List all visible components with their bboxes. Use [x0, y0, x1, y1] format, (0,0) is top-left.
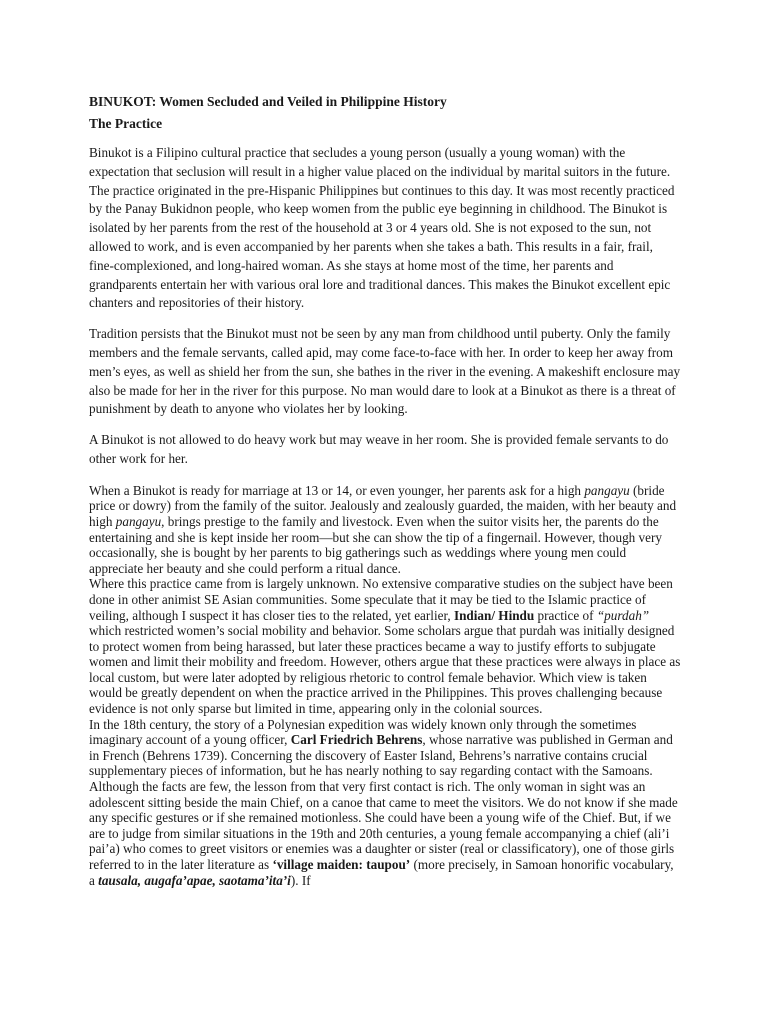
- text-run: Where this practice came from is largely unknown. No extensive comparative studies on the subject have been done in other animist SE Asian communities. Some speculate that it may be tied to the Islamic practice of veiling, although I suspect it has closer ties to the related, yet earlier,: [89, 576, 673, 623]
- italic-term: pangayu: [115, 513, 162, 529]
- paragraph-4: [89, 483, 681, 577]
- text-run: practice of: [534, 607, 597, 623]
- text-run: , whose narrative was published in German and in French (Behrens 1739). Concerning the discovery of Easter Island, Behrens’s narrative contains crucial supplementary pieces of information, but he has nearly nothing to say regarding contact with the Samoans. Although the facts are few, the lesson from that very first contact is rich. The only woman in sight was an adolescent sitting beside the main Chief, on a canoe that came to meet the visitors. We do not know if she made any specific gestures or if she remained motionless. She could have been a young wife of the Chief. But, if we are to judge from similar situations in the 19th and 20th centuries, a young female accompanying a chief (ali’i pai’a) who comes to greet visitors or enemies was a daughter or sister (real or classificatory), one of those girls referred to in the later literature as: [89, 732, 678, 872]
- italic-term: pangayu: [584, 482, 630, 498]
- text-run: In the 18th century, the story of a Polynesian expedition was widely known only through the sometimes imaginary account of a young officer,: [89, 716, 637, 748]
- paragraph-3: A Binukot is not allowed to do heavy work but may weave in her room. She is provided female servants to do other work for her.: [89, 432, 669, 466]
- text-run: which restricted women’s social mobility and behavior. Some scholars argue that purdah was initially designed to protect women from being harassed, but later these practices became a way to justify efforts to subjugate women and limit their mobility and freedom. However, others argue that these practices were always in place as local custom, but were later adopted by religious rhetoric to control female behavior. Which view is taken would be greatly dependent on when the practice arrived in the Philippines. This proves challenging because evidence is not only sparse but limited in time, appearing only in the colonial sources.: [89, 623, 681, 717]
- bold-name: Carl Friedrich Behrens: [290, 732, 423, 748]
- text-run: When a Binukot is ready for marriage at 13 or 14, or even younger, her parents ask for a high: [89, 482, 585, 498]
- bold-italic-terms: [98, 873, 291, 888]
- bold-term: Indian/ Hindu: [453, 607, 535, 623]
- paragraph-5: [89, 576, 681, 716]
- text-run: ). If: [290, 872, 311, 888]
- bold-italic-text: tausala, augafa’apae, saotama’ita’i: [98, 872, 291, 888]
- text-run: (bride price or dowry) from the family of the suitor. Jealously and zealously guarded, the maiden, with her beauty and high: [89, 482, 677, 529]
- text-run: , brings prestige to the family and livestock. Even when the suitor visits her, the parents do the entertaining and she is kept inside her room—but she can show the tip of a fingernail. However, though very occasionally, she is bought by her parents to big gatherings such as weddings where young men could appreciate her beauty and she could perform a ritual dance.: [89, 513, 662, 576]
- paragraph-2: Tradition persists that the Binukot must not be seen by any man from childhood until puberty. Only the family members and the female servants, called apid, may come face-to-face with her. In order to keep her away from men’s eyes, as well as shield her from the sun, she bathes in the river in the evening. A makeshift enclosure may also be made for her in the river for this purpose. No man would dare to look at a Binukot as there is a threat of punishment by death to anyone who violates her by looking.: [89, 326, 681, 417]
- text-run: (more precisely, in Samoan honorific vocabulary, a: [89, 857, 674, 888]
- bold-term: ‘village maiden: taupou’: [272, 857, 411, 872]
- dense-text-block: [89, 483, 681, 888]
- document-page: [89, 92, 681, 888]
- paragraph-6: [89, 717, 681, 889]
- section-heading: The Practice: [89, 116, 163, 131]
- paragraph-1: Binukot is a Filipino cultural practice that secludes a young person (usually a young woman) with the expectation that seclusion will result in a higher value placed on the individual by marital suitors in the future. The practice originated in the pre-Hispanic Philippines but continues to this day. It was most recently practiced by the Panay Bukidnon people, who keep women from the public eye beginning in childhood. The Binukot is isolated by her parents from the rest of the household at 3 or 4 years old. She is not exposed to the sun, not allowed to work, and is even accompanied by her parents when she takes a bath. This results in a fair, frail, fine-complexioned, and long-haired woman. As she stays at home most of the time, her parents and grandparents entertain her with various oral lore and traditional dances. This makes the Binukot excellent epic chanters and repositories of their history.: [89, 145, 675, 311]
- italic-term: “purdah”: [596, 607, 650, 623]
- document-title: BINUKOT: Women Secluded and Veiled in Philippine History: [89, 94, 447, 109]
